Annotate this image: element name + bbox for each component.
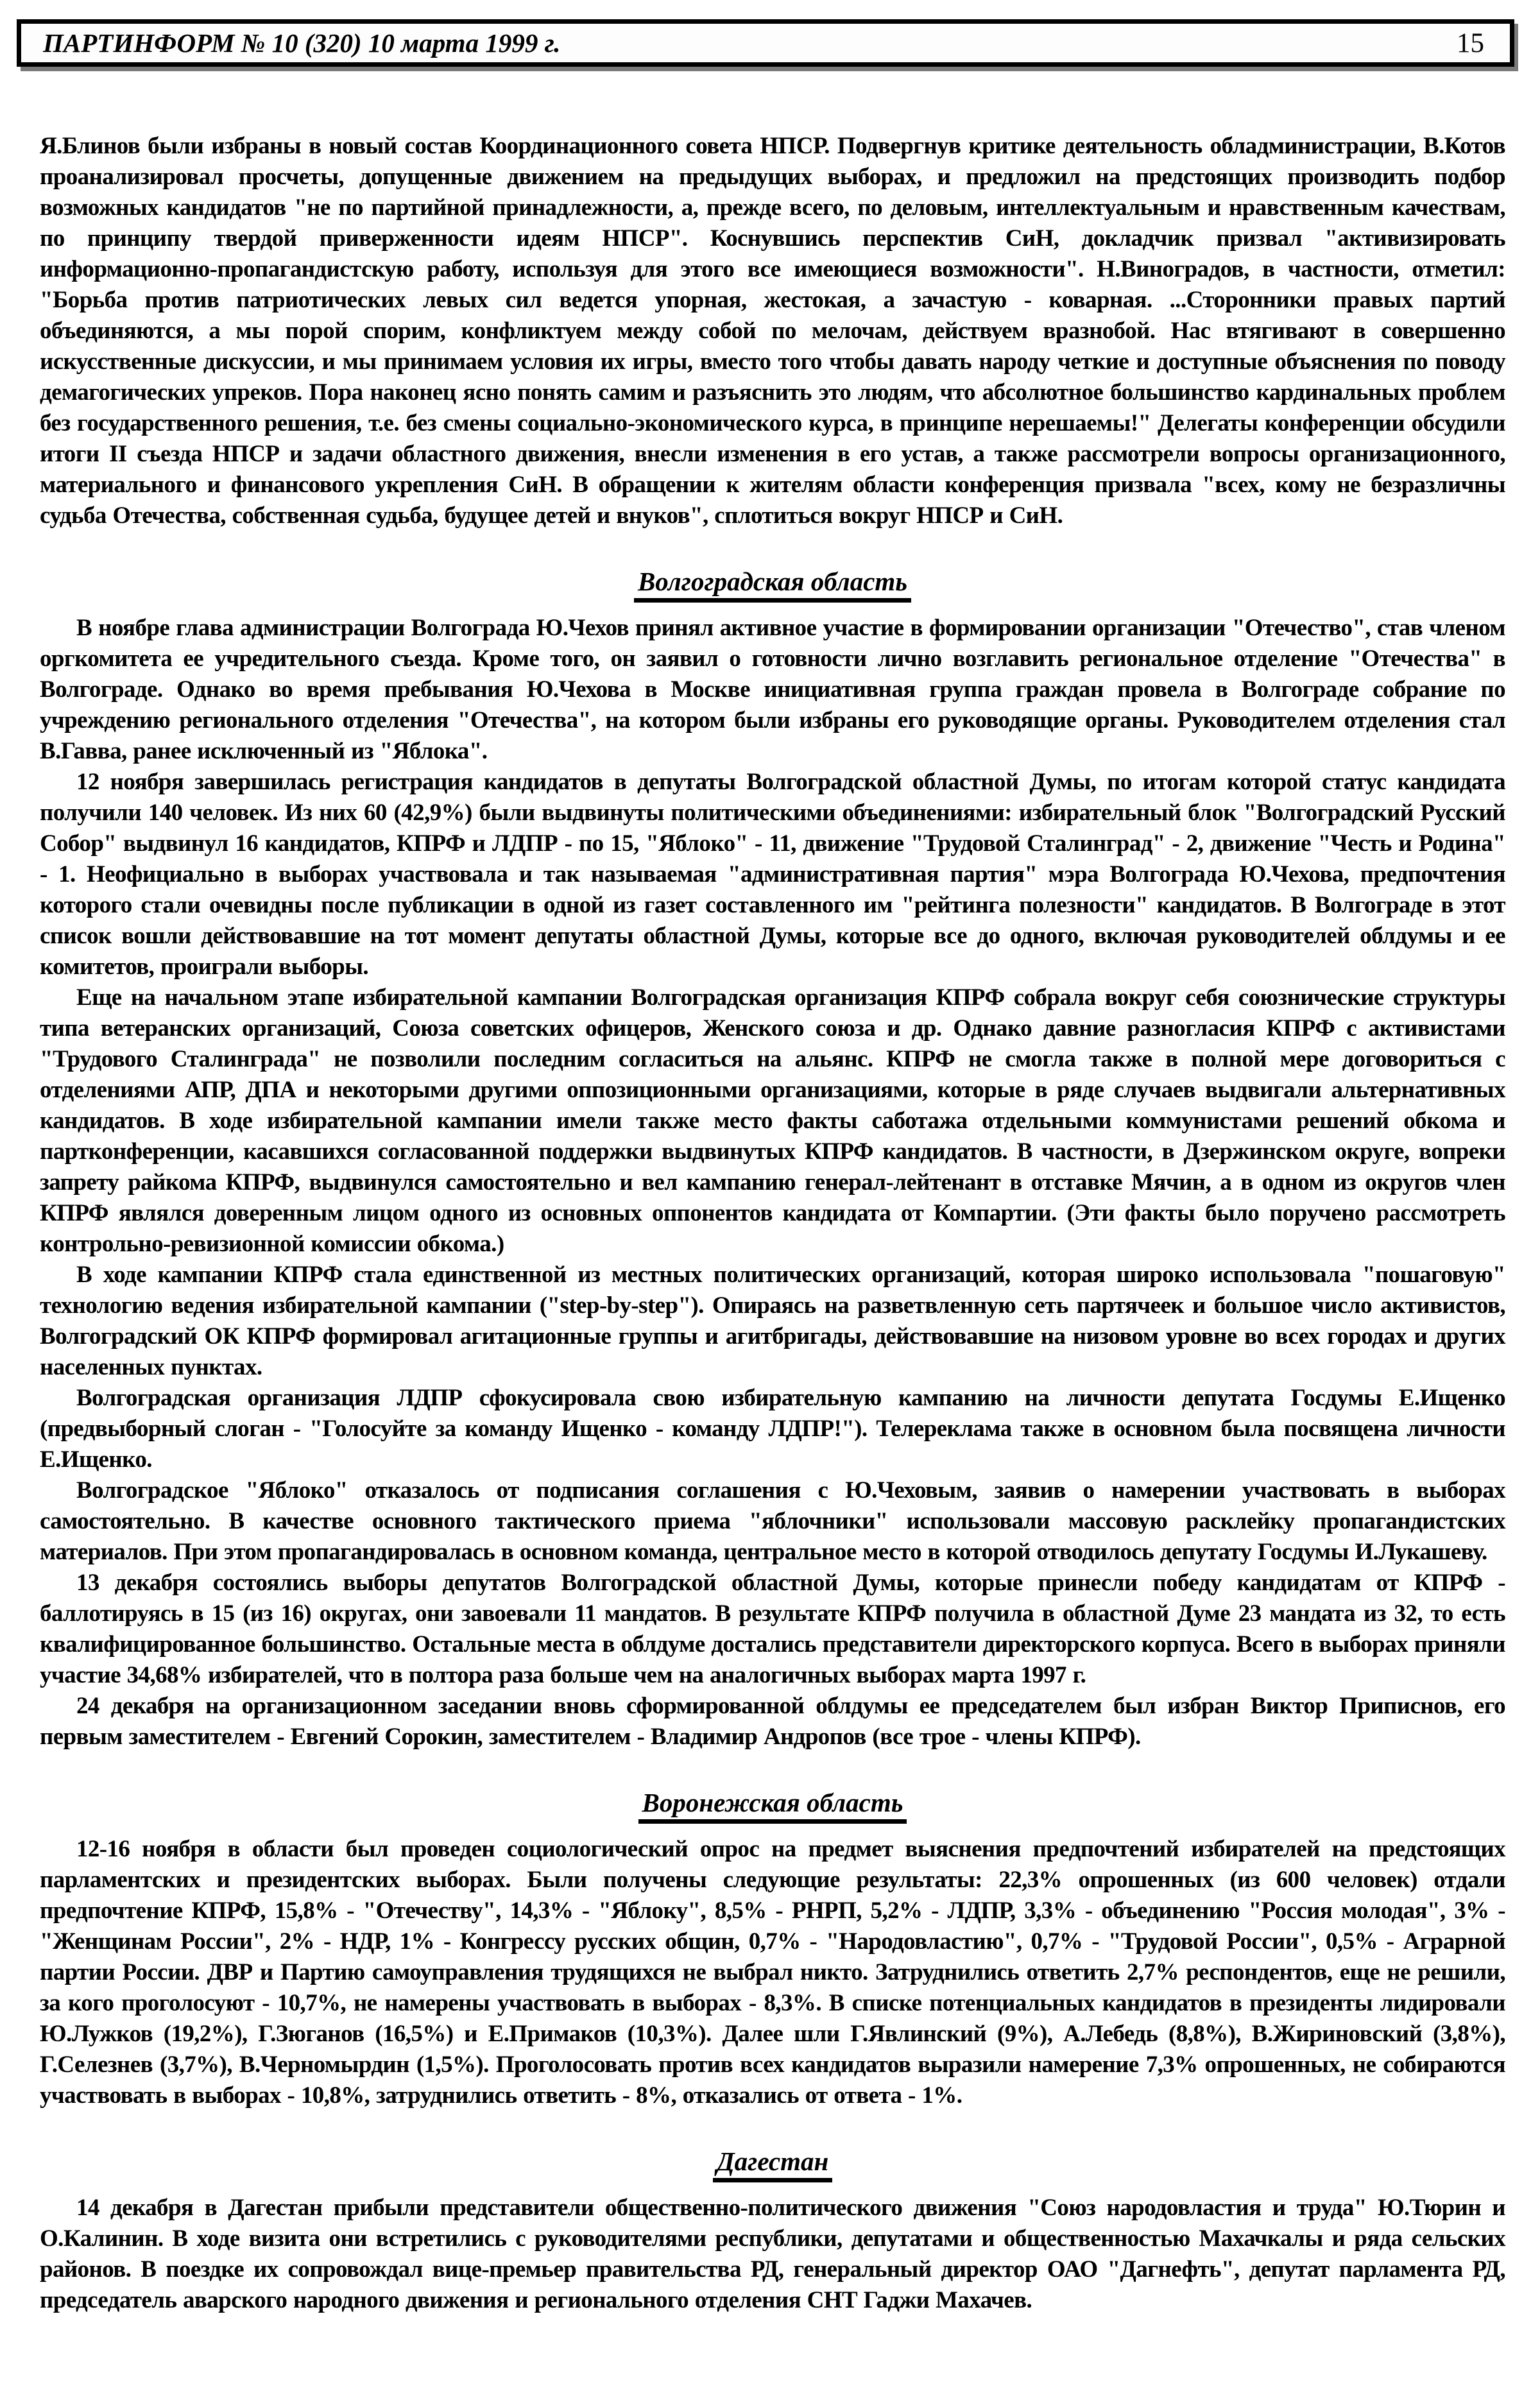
paragraph-continued-from-previous-page: Я.Блинов были избраны в новый состав Координационного совета НПСР. Подвергнув критике деятельность обладминистрации, В.Котов проанализировал просчеты, допущенные движением на предыдущих выборах, и предложил на предстоящих производить подбор возможных кандидатов "не по партийной принадлежности, а, прежде всего, по деловым, интеллектуальным и нравственным качествам, по принципу твердой приверженности идеям НПСР". Коснувшись перспектив СиН, докладчик призвал "активизировать информационно-пропагандистскую работу, используя для этого все имеющиеся возможности". Н.Виноградов, в частности, отметил: "Борьба против патриотических левых сил ведется упорная, жестокая, а зачастую - коварная. ...Сторонники правых партий объединяются, а мы порой спорим, конфликтуем между собой по мелочам, действуем вразнобой. Нас втягивают в совершенно искусственные дискуссии, и мы принимаем условия их игры, вместо того чтобы давать народу четкие и доступные объяснения по поводу демагогических упреков. Пора наконец ясно понять самим и разъяснить это людям, что абсолютное большинство кардинальных проблем без государственного решения, т.е. без смены социально-экономического курса, в принципе нерешаемы!" Делегаты конференции обсудили итоги II съезда НПСР и задачи областного движения, внесли изменения в его устав, а также рассмотрели вопросы организационного, материального и финансового укрепления СиН. В обращении к жителям области конференция призвала "всех, кому не безразличны судьба Отечества, собственная судьба, будущее детей и внуков", сплотиться вокруг НПСР и СиН. (40, 133, 1505, 529)
paragraph: 12 ноября завершилась регистрация кандидатов в депутаты Волгоградской областной Думы, по итогам которой статус кандидата получили 140 человек. Из них 60 (42,9%) были выдвинуты политическими объединениями: избирательный блок "Волгоградский Русский Собор" выдвинул 16 кандидатов, КПРФ и ЛДПР - по 15, "Яблоко" - 11, движение "Трудовой Сталинград" - 2, движение "Честь и Родина" - 1. Неофициально в выборах участвовала и так называемая "административная партия" мэра Волгограда Ю.Чехова, предпочтения которого стали очевидны после публикации в одной из газет составленного им "рейтинга полезности" кандидатов. В Волгограде в этот список вошли действовавшие на тот момент депутаты областной Думы, которые все до одного, включая руководителей облдумы и ее комитетов, проиграли выборы. (40, 769, 1505, 980)
paragraph: В ноябре глава администрации Волгограда Ю.Чехов принял активное участие в формировании организации "Отечество", став членом оргкомитета ее учредительного съезда. Кроме того, он заявил о готовности лично возглавить региональное отделение "Отечества" в Волгограде. Однако во время пребывания Ю.Чехова в Москве инициативная группа граждан провела в Волгограде собрание по учреждению регионального отделения "Отечества", на котором были избраны его руководящие органы. Руководителем отделения стал В.Гавва, ранее исключенный из "Яблока". (40, 615, 1505, 764)
newsletter-title: ПАРТИНФОРМ № 10 (320) 10 марта 1999 г. (43, 28, 561, 58)
paragraph: 13 декабря состоялись выборы депутатов Волгоградской областной Думы, которые принесли победу кандидатам от КПРФ - баллотируясь в 15 (из 16) округах, они завоевали 11 мандатов. В результате КПРФ получила в областной Думе 23 мандата из 32, то есть квалифицированное большинство. Остальные места в облдуме достались представители директорского корпуса. Всего в выборах приняли участие 34,68% избирателей, что в полтора раза больше чем на аналогичных выборах марта 1997 г. (40, 1570, 1505, 1688)
paragraph: 24 декабря на организационном заседании вновь сформированной облдумы ее председателем был избран Виктор Приписнов, его первым заместителем - Евгений Сорокин, заместителем - Владимир Андропов (все трое - члены КПРФ). (40, 1693, 1505, 1750)
section-heading-voronezh-oblast (40, 1787, 1505, 1824)
section-heading-text: Дагестан (713, 2146, 833, 2182)
paragraph: 12-16 ноября в области был проведен социологический опрос на предмет выяснения предпочтений избирателей на предстоящих парламентских и президентских выборах. Были получены следующие результаты: 22,3% опрошенных (из 600 человек) отдали предпочтение КПРФ, 15,8% - "Отечеству", 14,3% - "Яблоку", 8,5% - РНРП, 5,2% - ЛДПР, 3,3% - объединению "Россия молодая", 3% - "Женщинам России", 2% - НДР, 1% - Конгрессу русских общин, 0,7% - "Народовластию", 0,7% - "Трудовой России", 0,5% - Аграрной партии России. ДВР и Партию самоуправления трудящихся не выбрал никто. Затруднились ответить 2,7% респондентов, еще не решили, за кого проголосуют - 10,7%, не намерены участвовать в выборах - 8,3%. В списке потенциальных кандидатов в президенты лидировали Ю.Лужков (19,2%), Г.Зюганов (16,5%) и Е.Примаков (10,3%). Далее шли Г.Явлинский (9%), А.Лебедь (8,8%), В.Жириновский (3,8%), Г.Селезнев (3,7%), В.Черномырдин (1,5%). Проголосовать против всех кандидатов выразили намерение 7,3% опрошенных, не собираются участвовать в выборах - 10,8%, затруднились ответить - 8%, отказались от ответа - 1%. (40, 1836, 1505, 2109)
section-heading-dagestan (40, 2146, 1505, 2182)
paragraph: 14 декабря в Дагестан прибыли представители общественно-политического движения "Союз народовластия и труда" Ю.Тюрин и О.Калинин. В ходе визита они встретились с руководителями республики, депутатами и общественностью Махачкалы и ряда сельских районов. В поездке их сопровождал вице-премьер правительства РД, генеральный директор ОАО "Дагнефть", депутат парламента РД, председатель аварского народного движения и регионального отделения СНТ Гаджи Махачев. (40, 2195, 1505, 2313)
section-heading-volgograd-oblast (40, 566, 1505, 603)
page-number: 15 (1457, 28, 1484, 58)
section-heading-text: Воронежская область (638, 1787, 907, 1824)
page-content (40, 131, 1505, 2316)
paragraph: Волгоградская организация ЛДПР сфокусировала свою избирательную кампанию на личности депутата Госдумы Е.Ищенко (предвыборный слоган - "Голосуйте за команду Ищенко - команду ЛДПР!"). Телереклама также в основном была посвящена личности Е.Ищенко. (40, 1385, 1505, 1473)
paragraph: Еще на начальном этапе избирательной кампании Волгоградская организация КПРФ собрала вокруг себя союзнические структуры типа ветеранских организаций, Союза советских офицеров, Женского союза и др. Однако давние разногласия КПРФ с активистами "Трудового Сталинграда" не позволили последним согласиться на альянс. КПРФ не смогла также в полной мере договориться с отделениями АПР, ДПА и некоторыми другими оппозиционными организациями, которые в ряде случаев выдвигали альтернативных кандидатов. В ходе избирательной кампании имели также место факты саботажа отдельными коммунистами решений обкома и партконференции, касавшихся согласованной поддержки выдвинутых КПРФ кандидатов. В частности, в Дзержинском округе, вопреки запрету райкома КПРФ, выдвинулся самостоятельно и вел кампанию генерал-лейтенант в отставке Мячин, а в одном из округов член КПРФ являлся доверенным лицом одного из основных оппонентов кандидата от Компартии. (Эти факты было поручено рассмотреть контрольно-ревизионной комиссии обкома.) (40, 984, 1505, 1257)
section-heading-text: Волгоградская область (634, 566, 911, 603)
page-header (17, 19, 1514, 67)
paragraph: Волгоградское "Яблоко" отказалось от подписания соглашения с Ю.Чеховым, заявив о намерении участвовать в выборах самостоятельно. В качестве основного тактического приема "яблочники" использовали массовую расклейку пропагандистских материалов. При этом пропагандировалась в основном команда, центральное место в которой отводилось депутату Госдумы И.Лукашеву. (40, 1477, 1505, 1565)
paragraph: В ходе кампании КПРФ стала единственной из местных политических организаций, которая широко использовала "пошаговую" технологию ведения избирательной кампании ("step-by-step"). Опираясь на разветвленную сеть партячеек и большое число активистов, Волгоградский ОК КПРФ формировал агитационные группы и агитбригады, действовавшие на низовом уровне во всех городах и других населенных пунктах. (40, 1262, 1505, 1380)
